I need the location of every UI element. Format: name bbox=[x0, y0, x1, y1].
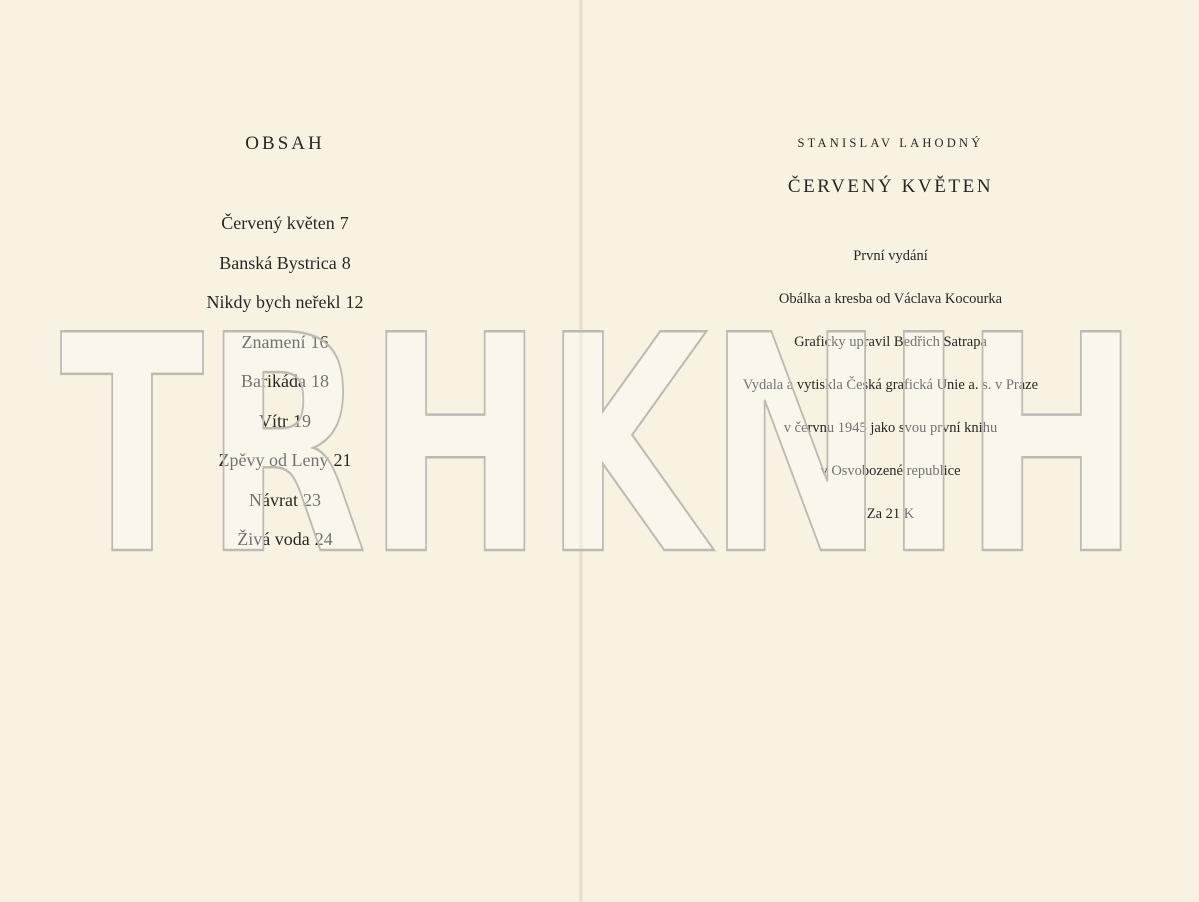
toc-entry-title: Znamení bbox=[241, 331, 306, 352]
toc-entry-page: 12 bbox=[345, 292, 364, 312]
imprint-line: Vydala a vytiskla Česká grafická Unie a. s. v Praze bbox=[742, 377, 1039, 393]
toc-entry bbox=[0, 330, 570, 370]
toc-entry bbox=[0, 527, 570, 567]
toc-entry bbox=[0, 448, 570, 488]
toc-entry-title: Návrat bbox=[249, 489, 298, 510]
toc-entry-title: Barikáda bbox=[241, 371, 306, 391]
watermark-text: TRHKNIH bbox=[60, 320, 1140, 570]
toc-entry bbox=[0, 251, 570, 291]
toc-entry-title: Živá voda bbox=[237, 529, 310, 549]
imprint-line: První vydání bbox=[853, 248, 928, 264]
toc-entry-page: 24 bbox=[314, 529, 333, 549]
toc-entry-page: 18 bbox=[310, 371, 329, 391]
toc-entry-title: Vítr bbox=[259, 410, 288, 431]
toc-entry bbox=[0, 369, 570, 409]
toc-entry-page: 23 bbox=[302, 489, 321, 510]
toc-entry bbox=[0, 211, 570, 251]
imprint-line: Obálka a kresba od Václava Kocourka bbox=[778, 291, 1003, 307]
imprint-line: v červnu 1945 jako svou první knihu bbox=[783, 420, 998, 436]
toc-entry-page: 16 bbox=[310, 331, 329, 352]
imprint-block bbox=[582, 246, 1199, 547]
toc-entry-title: Nikdy bych neřekl bbox=[206, 292, 341, 312]
imprint-line: Graficky upravil Bedřich Satrapa bbox=[794, 334, 987, 350]
author-name: STANISLAV LAHODNÝ bbox=[797, 136, 984, 150]
toc-entry-title: Zpěvy od Leny bbox=[218, 450, 329, 470]
toc-entry-title: Banská Bystrica bbox=[219, 252, 337, 273]
toc-entry-page: 19 bbox=[293, 410, 311, 431]
imprint-line: Za 21 K bbox=[866, 506, 915, 522]
toc-entry bbox=[0, 409, 570, 449]
table-of-contents bbox=[0, 211, 570, 567]
toc-heading: OBSAH bbox=[245, 133, 325, 154]
toc-entry bbox=[0, 488, 570, 528]
toc-entry bbox=[0, 290, 570, 330]
toc-entry-page: 21 bbox=[333, 450, 352, 470]
toc-entry-page: 8 bbox=[341, 252, 351, 273]
toc-entry-page: 7 bbox=[339, 213, 349, 233]
toc-entry-title: Červený květen bbox=[221, 213, 335, 233]
imprint-line: v Osvobozené republice bbox=[820, 463, 961, 479]
book-title: ČERVENÝ KVĚTEN bbox=[787, 176, 994, 197]
